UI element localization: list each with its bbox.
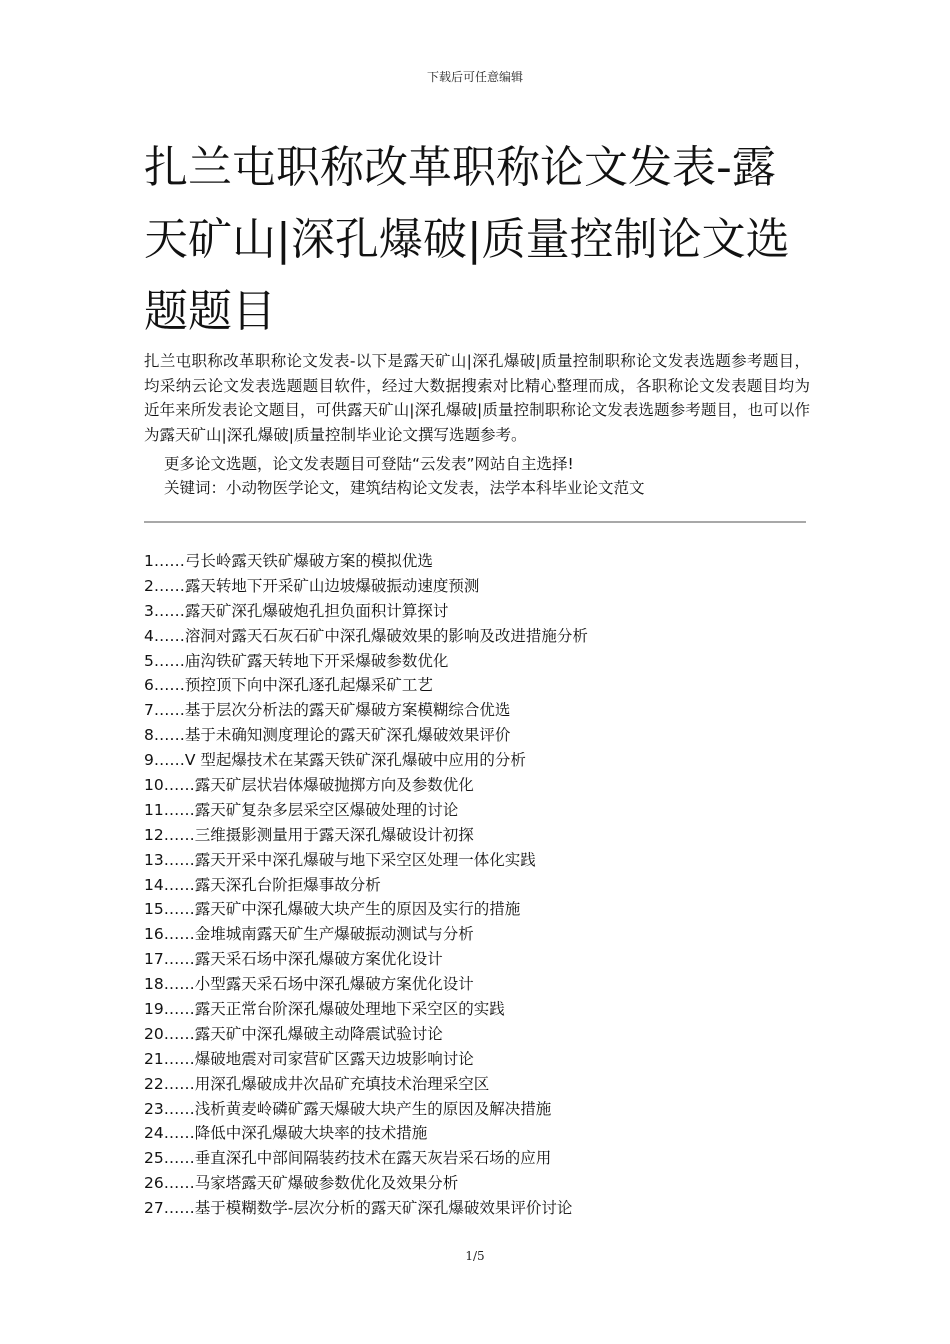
- topic-item: 27……基于模糊数学-层次分析的露天矿深孔爆破效果评价讨论: [144, 1199, 573, 1218]
- topic-item: 11……露天矿复杂多层采空区爆破处理的讨论: [144, 800, 459, 819]
- intro-paragraph: 扎兰屯职称改革职称论文发表-以下是露天矿山|深孔爆破|质量控制职称论文发表选题参考题目，均采纳云论文发表选题题目软件，经过大数据搜索对比精心整理而成，各职称论文发表题目均为近年来所发表论文题目，可供露天矿山|深孔爆破|质量控制职称论文发表选题参考题目，也可以作为露天矿山|深孔爆破|质量控制毕业论文撰写选题参考。: [144, 352, 810, 444]
- more-topics-line: 更多论文选题，论文发表题目可登陆“云发表”网站自主选择!: [164, 455, 574, 473]
- topic-item: 10……露天矿层状岩体爆破抛掷方向及参数优化: [144, 776, 474, 795]
- document-title: 扎兰屯职称改革职称论文发表-露天矿山|深孔爆破|质量控制论文选题题目: [144, 142, 790, 337]
- topic-item: 15……露天矿中深孔爆破大块产生的原因及实行的措施: [144, 900, 521, 919]
- topic-item: 18……小型露天采石场中深孔爆破方案优化设计: [144, 975, 474, 994]
- topic-item: 21……爆破地震对司家营矿区露天边坡影响讨论: [144, 1049, 474, 1068]
- topic-item: 23……浅析黄麦岭磷矿露天爆破大块产生的原因及解决措施: [144, 1099, 552, 1118]
- topic-list: [144, 549, 810, 1221]
- topic-item: 5……庙沟铁矿露天转地下开采爆破参数优化: [144, 651, 449, 670]
- keywords-line: 关键词：小动物医学论文，建筑结构论文发表，法学本科毕业论文范文: [164, 479, 645, 497]
- topic-item: 14……露天深孔台阶拒爆事故分析: [144, 875, 381, 894]
- topic-item: 9……V 型起爆技术在某露天铁矿深孔爆破中应用的分析: [144, 751, 526, 770]
- topic-item: 24……降低中深孔爆破大块率的技术措施: [144, 1124, 428, 1143]
- topic-item: 1……弓长岭露天铁矿爆破方案的模拟优选: [144, 552, 433, 570]
- topic-item: 7……基于层次分析法的露天矿爆破方案模糊综合优选: [144, 701, 511, 720]
- topic-item: 2……露天转地下开采矿山边坡爆破振动速度预测: [144, 576, 480, 595]
- topic-item: 16……金堆城南露天矿生产爆破振动测试与分析: [144, 925, 474, 944]
- topic-item: 26……马家塔露天矿爆破参数优化及效果分析: [144, 1174, 459, 1193]
- page-number: 1/5: [465, 1249, 485, 1263]
- topic-item: 13……露天开采中深孔爆破与地下采空区处理一体化实践: [144, 850, 536, 869]
- topic-item: 22……用深孔爆破成井次品矿充填技术治理采空区: [144, 1074, 490, 1093]
- topic-item: 6……预控顶下向中深孔逐孔起爆采矿工艺: [144, 676, 433, 695]
- topic-item: 17……露天采石场中深孔爆破方案优化设计: [144, 950, 443, 969]
- topic-item: 3……露天矿深孔爆破炮孔担负面积计算探讨: [144, 601, 449, 620]
- section-divider: [144, 521, 806, 523]
- topic-item: 20……露天矿中深孔爆破主动降震试验讨论: [144, 1024, 443, 1043]
- topic-item: 4……溶洞对露天石灰石矿中深孔爆破效果的影响及改进措施分析: [144, 626, 588, 645]
- topic-item: 19……露天正常台阶深孔爆破处理地下采空区的实践: [144, 1000, 505, 1019]
- topic-item: 12……三维摄影测量用于露天深孔爆破设计初探: [144, 825, 474, 844]
- topic-item: 25……垂直深孔中部间隔装药技术在露天灰岩采石场的应用: [144, 1149, 552, 1168]
- topic-item: 8……基于未确知测度理论的露天矿深孔爆破效果评价: [144, 726, 511, 745]
- page-header-note: 下载后可任意编辑: [426, 70, 523, 84]
